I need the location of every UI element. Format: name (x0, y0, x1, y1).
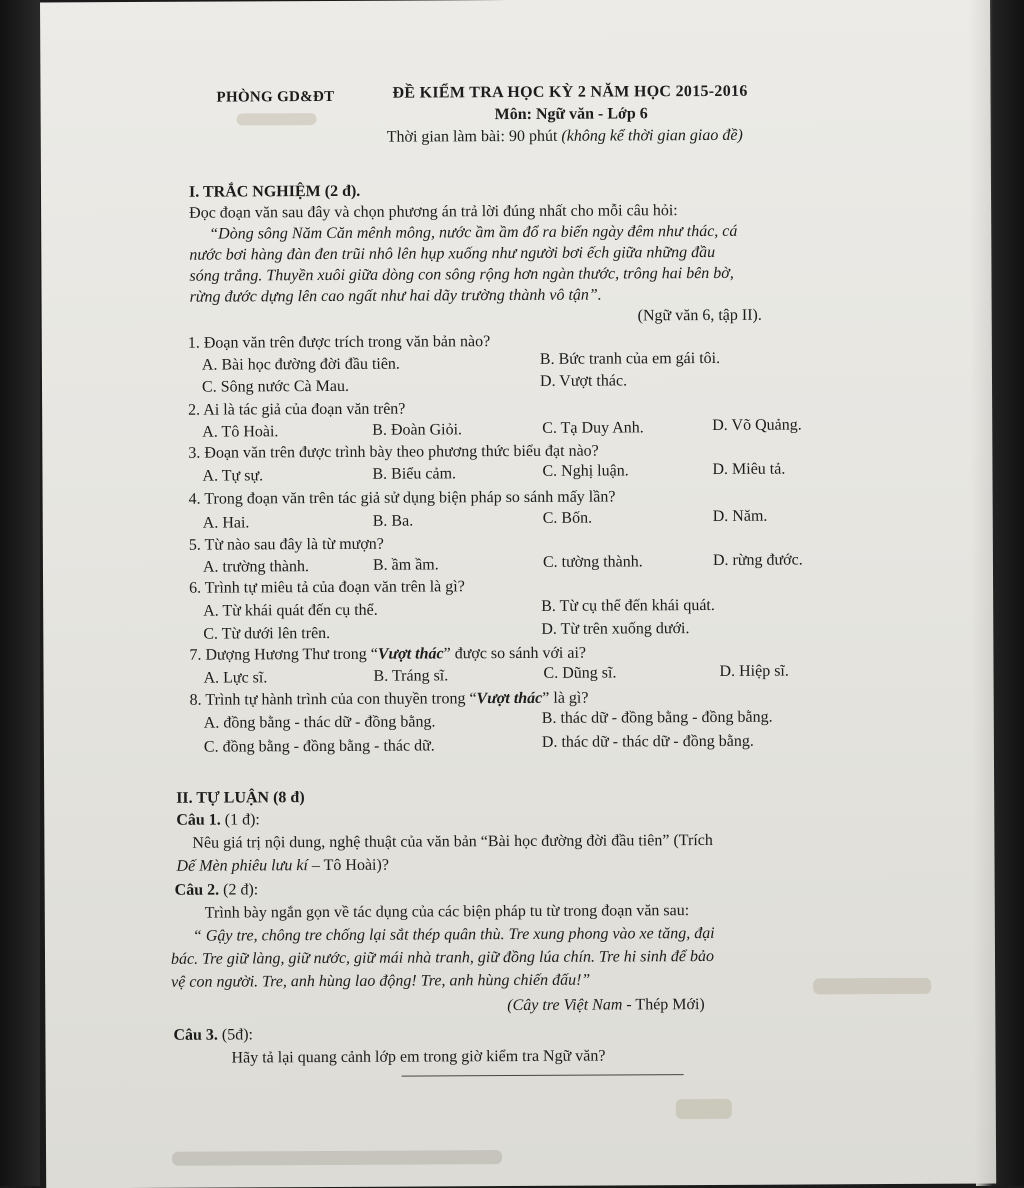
exam-time-note: (không kể thời gian giao đề) (561, 126, 743, 145)
essay-question-text: Nêu giá trị nội dung, nghệ thuật của văn bản “Bài học đường đời đầu tiên” (Trích (192, 831, 713, 852)
question-text-part: 7. Dượng Hương Thư trong “ (189, 645, 378, 664)
answer-option: C. Tạ Duy Anh. (542, 419, 644, 437)
answer-option: A. Lực sĩ. (203, 669, 268, 687)
answer-option: C. Dũng sĩ. (543, 664, 617, 682)
question-text: 5. Từ nào sau đây là từ mượn? (188, 535, 384, 554)
part1-heading: I. TRẮC NGHIỆM (2 đ). (188, 182, 361, 201)
essay-question-1 (176, 811, 260, 829)
essay-question-points: (2 đ): (219, 881, 259, 899)
exam-title: ĐỀ KIỂM TRA HỌC KỲ 2 NĂM HỌC 2015-2016 (392, 82, 748, 102)
stain-mark (813, 978, 931, 995)
essay-source-title: (Cây tre Việt Nam (507, 996, 623, 1015)
essay-question-3 (173, 1026, 253, 1044)
question-text-title: Vượt thác (377, 645, 444, 663)
office-label: PHÒNG GD&ĐT (216, 88, 335, 106)
part2-heading: II. TỰ LUẬN (8 đ) (176, 789, 305, 807)
exam-time (387, 127, 743, 147)
redacted-mark (237, 113, 317, 125)
question-text: 3. Đoạn văn trên được trình bày theo phương thức biểu đạt nào? (188, 442, 599, 462)
essay-question-text: Hãy tả lại quang cảnh lớp em trong giờ kiểm tra Ngữ văn? (231, 1047, 606, 1067)
essay-author: – Tô Hoài)? (307, 856, 389, 875)
answer-option: B. Tráng sĩ. (373, 667, 449, 685)
answer-option: C. Nghị luận. (542, 462, 629, 480)
essay-source-author: - Thép Mới) (622, 996, 705, 1014)
question-text: 1. Đoạn văn trên được trích trong văn bản nào? (187, 333, 491, 352)
answer-option: C. tường thành. (542, 553, 643, 571)
question-text-part: 8. Trình tự hành trình của con thuyền trong “ (189, 690, 477, 709)
passage-line: sóng trắng. Thuyền xuôi giữa dòng con sông rộng hơn ngàn thước, trông hai bên bờ, (189, 264, 734, 285)
answer-option: A. Bài học đường đời đầu tiên. (201, 355, 400, 374)
answer-option: D. Võ Quảng. (712, 416, 802, 434)
answer-option: D. Từ trên xuống dưới. (541, 620, 690, 638)
essay-question-points: (1 đ): (220, 811, 260, 829)
question-text: 4. Trong đoạn văn trên tác giả sử dụng biện pháp so sánh mấy lần? (188, 488, 616, 508)
answer-option: D. Năm. (712, 507, 768, 525)
essay-question-label: Câu 1. (176, 811, 221, 829)
answer-option: C. Sông nước Cà Mau. (201, 377, 349, 396)
question-text-part: ” là gì? (542, 689, 589, 707)
answer-option: C. đồng bằng - đồng bằng - thác dữ. (203, 737, 435, 756)
essay-passage-line: bác. Tre giữ làng, giữ nước, giữ mái nhà tranh, giữ đồng lúa chín. Tre hi sinh để bảo (170, 947, 715, 968)
essay-question-label: Câu 2. (174, 881, 220, 899)
essay-question-2 (175, 881, 259, 899)
answer-option: B. Từ cụ thể đến khái quát. (541, 596, 715, 615)
redacted-mark (172, 1150, 502, 1166)
answer-option: C. Từ dưới lên trên. (203, 624, 331, 643)
part1-instruction: Đọc đoạn văn sau đây và chọn phương án trả lời đúng nhất cho mỗi câu hỏi: (189, 202, 678, 222)
answer-option: B. Đoàn Giỏi. (372, 421, 463, 439)
answer-option: B. Bức tranh của em gái tôi. (539, 349, 721, 368)
answer-option: A. trường thành. (202, 558, 310, 576)
answer-option: C. Bốn. (542, 509, 593, 527)
end-divider (402, 1074, 684, 1076)
passage-line: “Dòng sông Năm Căn mênh mông, nước ầm ầm đổ ra biển ngày đêm như thác, cá (209, 222, 738, 243)
question-text-part: ” được so sánh với ai? (443, 644, 587, 663)
answer-option: A. Tự sự. (202, 467, 264, 485)
essay-passage-source (507, 996, 705, 1015)
essay-question-text (176, 857, 388, 876)
exam-time-main: Thời gian làm bài: 90 phút (386, 127, 562, 146)
passage-line: nước bơi hàng đàn đen trũi nhô lên hụp xuống như người bơi ếch giữa những đầu (189, 243, 716, 264)
table-edge-left (0, 0, 40, 1186)
answer-option: D. Miêu tả. (712, 460, 786, 478)
answer-option: A. đồng bằng - thác dữ - đồng bằng. (203, 713, 436, 732)
question-text: 6. Trình tự miêu tả của đoạn văn trên là gì? (189, 578, 465, 597)
answer-option: D. rừng đước. (712, 551, 803, 569)
essay-question-text: Trình bày ngắn gọn về tác dụng của các biện pháp tu từ trong đoạn văn sau: (204, 902, 690, 922)
passage-line: rừng đước dựng lên cao ngất như hai dãy trường thành vô tận”. (189, 286, 602, 306)
exam-paper (40, 0, 996, 1188)
essay-book-title: Dế Mèn phiêu lưu kí (176, 857, 308, 875)
stain-mark (676, 1099, 732, 1119)
question-text-title: Vượt thác (476, 689, 543, 708)
answer-option: A. Từ khái quát đến cụ thể. (203, 601, 378, 620)
answer-option: B. Biểu cảm. (372, 465, 457, 483)
answer-option: B. ầm ầm. (372, 556, 439, 574)
question-text (189, 645, 586, 665)
answer-option: D. thác dữ - thác dữ - đồng bằng. (541, 732, 754, 751)
essay-passage-line: vệ con người. Tre, anh hùng lao động! Tre, anh hùng chiến đấu!” (171, 971, 591, 991)
exam-subject: Môn: Ngữ văn - Lớp 6 (494, 105, 648, 124)
answer-option: B. Ba. (372, 512, 414, 530)
answer-option: A. Tô Hoài. (202, 423, 279, 441)
passage-source: (Ngữ văn 6, tập II). (637, 306, 762, 325)
question-text (190, 690, 589, 710)
answer-option: D. Vượt thác. (539, 372, 628, 390)
answer-option: B. thác dữ - đồng bằng - đồng bằng. (541, 708, 773, 727)
essay-passage-line: “ Gậy tre, chông tre chống lại sắt thép quân thù. Tre xung phong vào xe tăng, đại (192, 924, 715, 945)
answer-option: A. Hai. (202, 514, 250, 532)
question-text: 2. Ai là tác giả của đoạn văn trên? (188, 400, 406, 419)
essay-question-points: (5đ): (217, 1026, 254, 1044)
answer-option: D. Hiệp sĩ. (719, 662, 789, 680)
essay-question-label: Câu 3. (173, 1026, 218, 1044)
